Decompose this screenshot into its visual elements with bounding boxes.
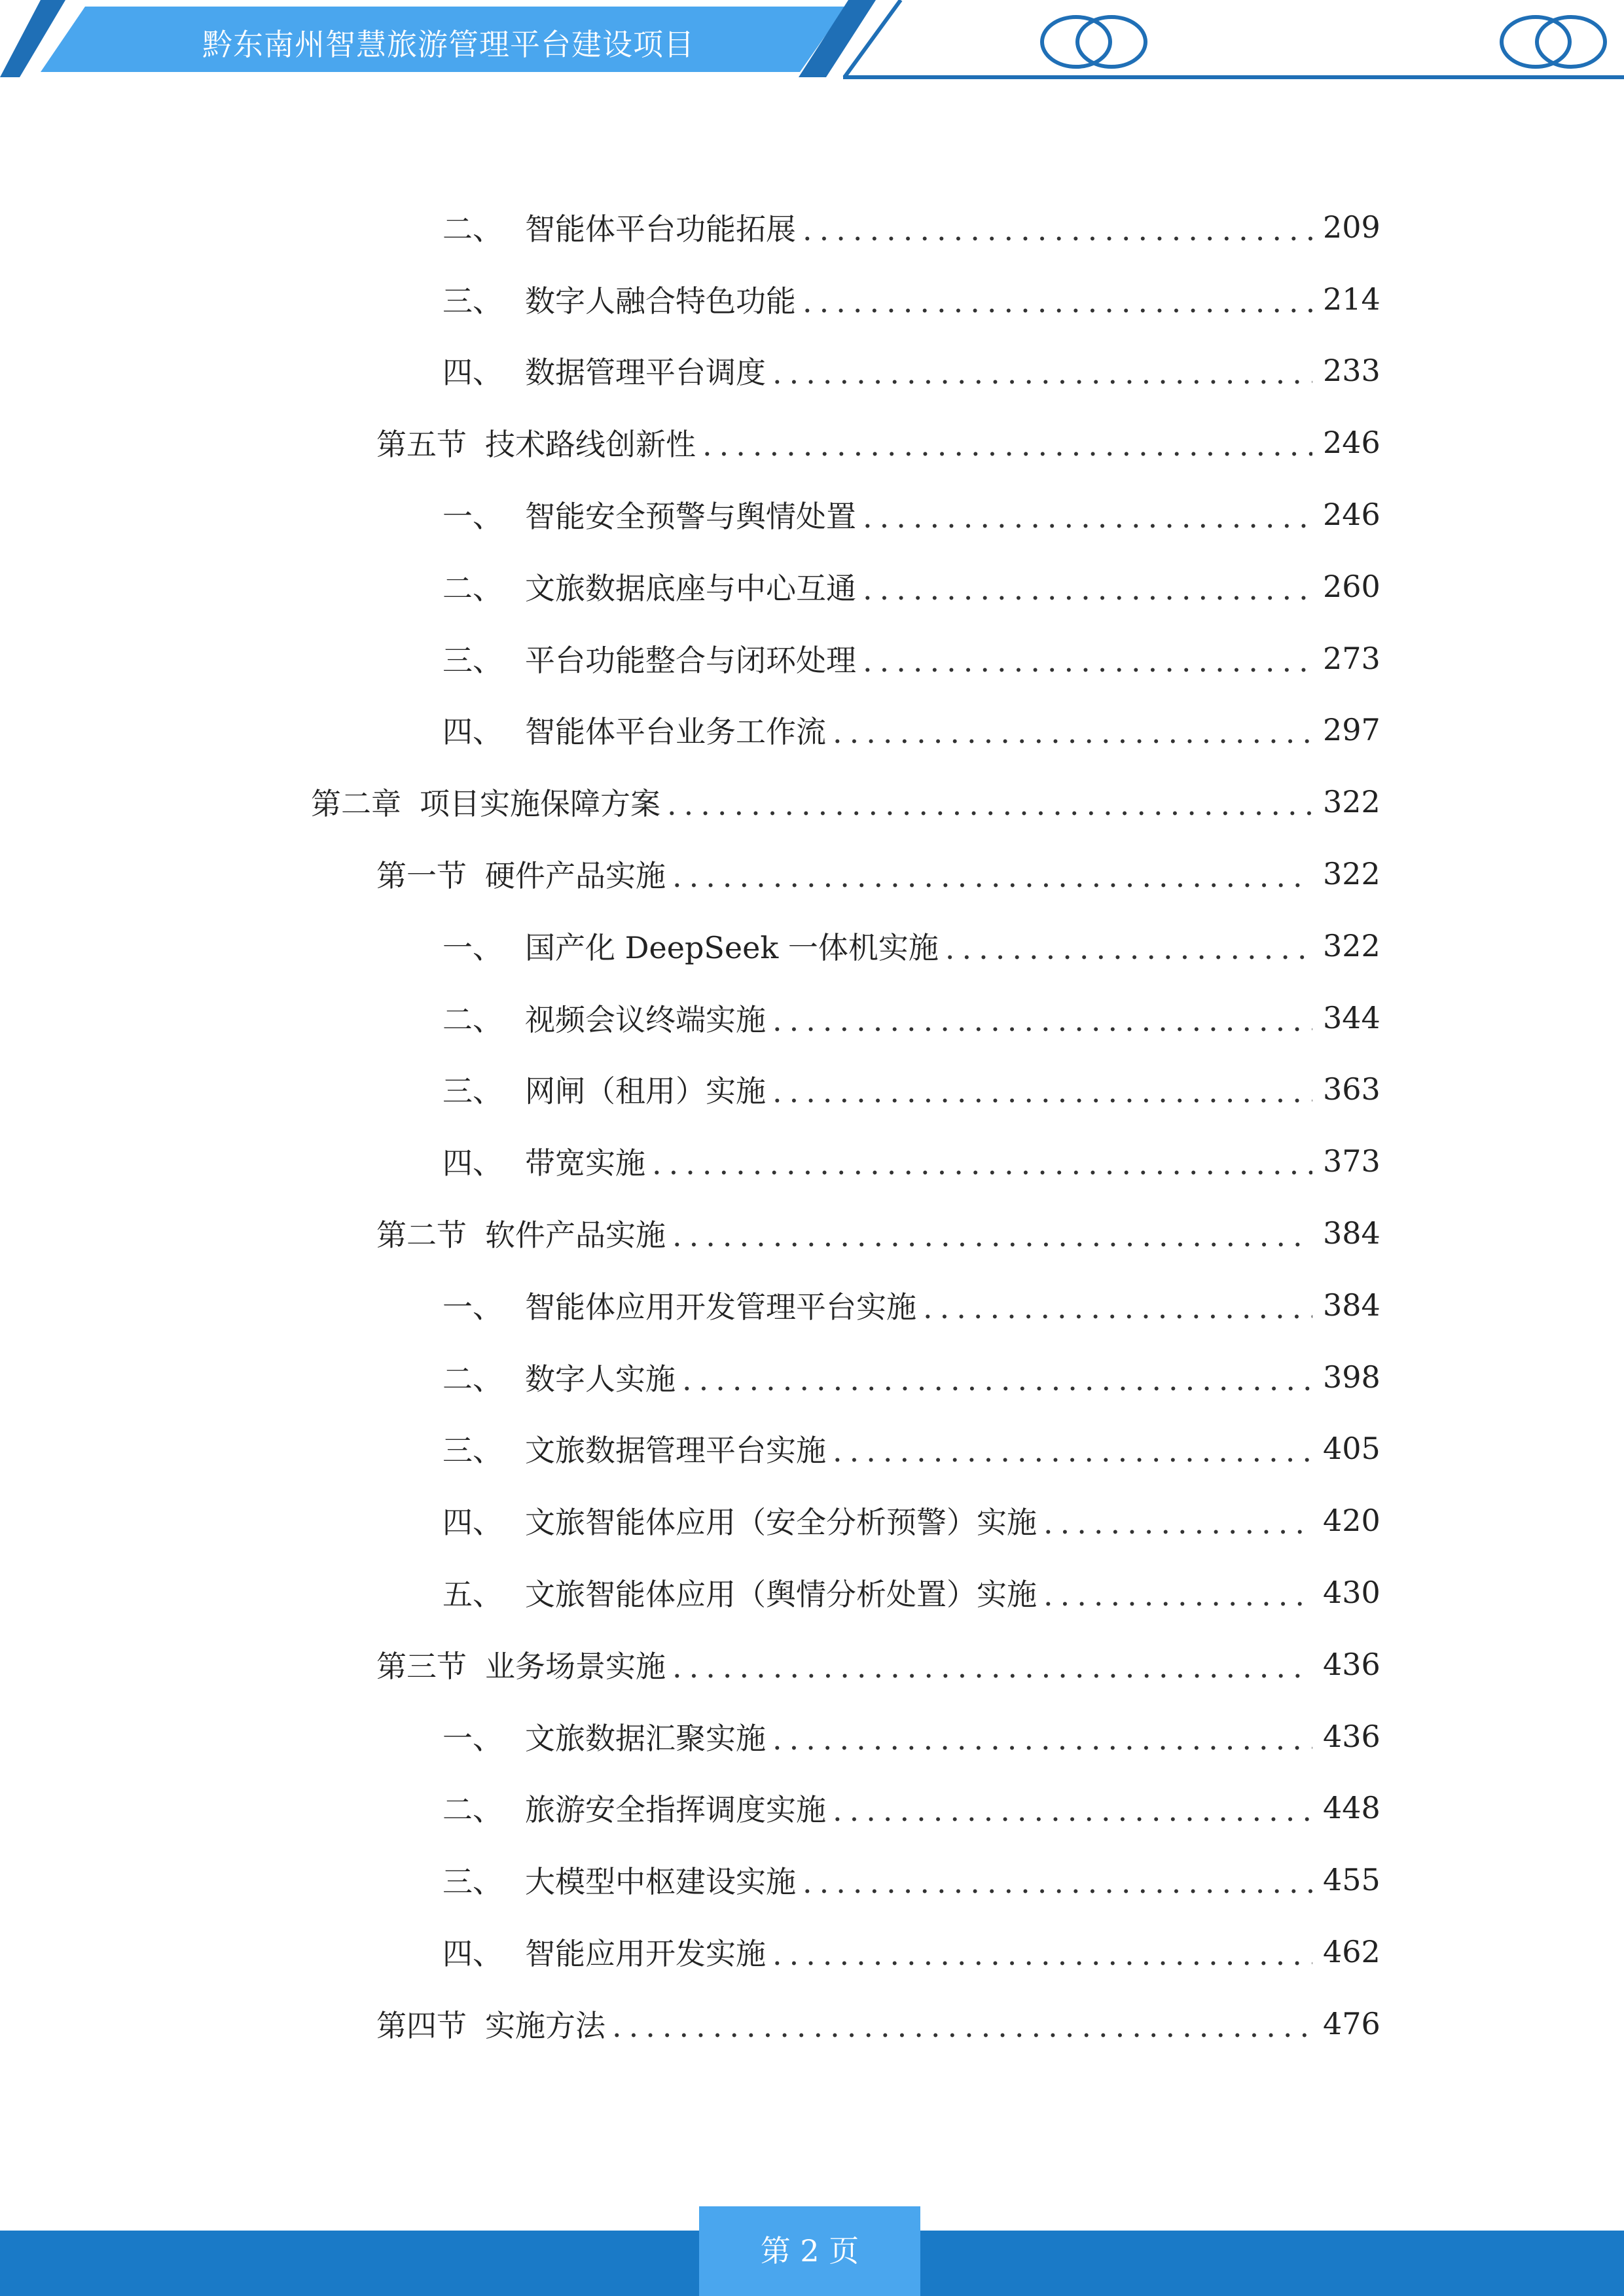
toc-entry-marker: 一、 (442, 1289, 503, 1325)
toc-entry-marker: 四、 (442, 355, 503, 391)
toc-entry[interactable] (0, 1197, 1624, 1269)
header-title: 黔东南州智慧旅游管理平台建设项目 (202, 27, 695, 62)
toc-entry-page: 297 (1323, 712, 1380, 748)
toc-entry-marker: 三、 (442, 1073, 503, 1109)
toc-entry-page: 384 (1323, 1287, 1380, 1323)
toc-entry-page: 384 (1323, 1215, 1380, 1251)
toc-entry-marker: 四、 (442, 714, 503, 750)
toc-entry[interactable] (0, 263, 1624, 335)
toc-entry-marker: 第一节 (376, 858, 467, 894)
toc-entry-page: 246 (1323, 425, 1380, 461)
toc-entry[interactable] (0, 1054, 1624, 1126)
toc-entry-page: 322 (1323, 784, 1380, 820)
toc-entry[interactable] (0, 1125, 1624, 1197)
toc-entry[interactable] (0, 1413, 1624, 1485)
toc-entry[interactable] (0, 478, 1624, 550)
toc-entry-marker: 三、 (442, 1864, 503, 1900)
toc-entry-marker: 第二章 (311, 786, 401, 822)
toc-entry-page: 322 (1323, 927, 1380, 963)
toc-entry-title: 文旅智能体应用（安全分析预警）实施 (525, 1505, 1037, 1541)
toc-entry-title: 文旅数据汇聚实施 (525, 1720, 766, 1756)
toc-dot-leader (772, 1721, 1312, 1757)
toc-entry[interactable] (0, 622, 1624, 694)
toc-entry-marker: 第四节 (376, 2007, 467, 2043)
toc-entry-marker: 二、 (442, 570, 503, 606)
toc-entry-title: 数据管理平台调度 (525, 355, 766, 391)
toc-entry-marker: 一、 (442, 499, 503, 535)
toc-dot-leader (863, 571, 1312, 607)
toc-entry-title: 文旅数据管理平台实施 (525, 1433, 826, 1469)
toc-entry-page: 214 (1323, 281, 1380, 317)
toc-dot-leader (833, 1793, 1312, 1828)
page-number-label: 第 2 页 (760, 2233, 859, 2269)
toc-entry-title: 智能安全预警与舆情处置 (525, 499, 856, 535)
toc-entry-title: 智能体平台功能拓展 (525, 211, 796, 247)
toc-entry-title: 视频会议终端实施 (525, 1001, 766, 1037)
toc-entry-marker: 二、 (442, 1792, 503, 1828)
toc-entry-page: 344 (1323, 999, 1380, 1035)
toc-dot-leader (1043, 1577, 1312, 1613)
toc-entry-title: 智能体应用开发管理平台实施 (525, 1289, 916, 1325)
toc-dot-leader (945, 931, 1312, 966)
toc-dot-leader (612, 2009, 1312, 2044)
toc-entry-marker: 三、 (442, 1433, 503, 1469)
toc-dot-leader (772, 1937, 1312, 1972)
toc-entry-title: 业务场景实施 (485, 1648, 666, 1684)
toc-entry-marker: 四、 (442, 1145, 503, 1181)
toc-entry-title: 网闸（租用）实施 (525, 1073, 766, 1109)
toc-dot-leader (652, 1146, 1312, 1181)
toc-entry[interactable] (0, 694, 1624, 766)
toc-dot-leader (772, 1074, 1312, 1109)
toc-entry[interactable] (0, 1556, 1624, 1628)
toc-entry[interactable] (0, 766, 1624, 838)
toc-entry-page: 322 (1323, 856, 1380, 892)
toc-entry-marker: 一、 (442, 1720, 503, 1756)
toc-entry[interactable] (0, 1484, 1624, 1556)
toc-dot-leader (667, 787, 1312, 822)
toc-entry-title: 实施方法 (485, 2007, 605, 2043)
toc-entry-marker: 三、 (442, 642, 503, 678)
toc-entry-title: 软件产品实施 (485, 1217, 666, 1253)
toc-entry[interactable] (0, 1988, 1624, 2060)
toc-entry-page: 430 (1323, 1575, 1380, 1611)
toc-dot-leader (803, 212, 1312, 247)
toc-entry[interactable] (0, 1700, 1624, 1772)
toc-entry-title: 数字人融合特色功能 (525, 283, 796, 319)
toc-entry[interactable] (0, 550, 1624, 622)
ring-pair-icon-2 (1502, 17, 1605, 67)
toc-entry-title: 硬件产品实施 (485, 858, 666, 894)
toc-entry-page: 455 (1323, 1862, 1380, 1898)
toc-entry[interactable] (0, 406, 1624, 478)
toc-entry-marker: 二、 (442, 211, 503, 247)
toc-entry-title: 文旅数据底座与中心互通 (525, 570, 856, 606)
toc-dot-leader (672, 859, 1312, 894)
toc-entry-page: 233 (1323, 353, 1380, 389)
toc-entry-title: 旅游安全指挥调度实施 (525, 1792, 826, 1828)
toc-entry-marker: 四、 (442, 1936, 503, 1972)
toc-entry[interactable] (0, 1844, 1624, 1916)
toc-dot-leader (772, 355, 1312, 391)
toc-dot-leader (682, 1362, 1312, 1397)
toc-entry[interactable] (0, 191, 1624, 263)
toc-entry-marker: 第五节 (376, 427, 467, 463)
toc-entry-page: 476 (1323, 2005, 1380, 2041)
toc-entry-marker: 四、 (442, 1505, 503, 1541)
toc-entry[interactable] (0, 838, 1624, 910)
toc-entry-title: 项目实施保障方案 (420, 786, 660, 822)
toc-entry-page: 420 (1323, 1503, 1380, 1539)
toc-entry-page: 436 (1323, 1646, 1380, 1682)
toc-entry-marker: 二、 (442, 1361, 503, 1397)
toc-entry-page: 273 (1323, 640, 1380, 676)
toc-entry-page: 398 (1323, 1359, 1380, 1395)
toc-entry[interactable] (0, 982, 1624, 1054)
toc-entry-title: 大模型中枢建设实施 (525, 1864, 796, 1900)
toc-dot-leader (803, 284, 1312, 319)
toc-entry-marker: 三、 (442, 283, 503, 319)
toc-entry-title: 国产化 DeepSeek 一体机实施 (525, 929, 939, 965)
toc-entry-page: 436 (1323, 1718, 1380, 1754)
toc-entry-title: 带宽实施 (525, 1145, 645, 1181)
toc-entry-page: 363 (1323, 1071, 1380, 1107)
toc-entry-marker: 二、 (442, 1001, 503, 1037)
toc-dot-leader (672, 1649, 1312, 1685)
toc-entry[interactable] (0, 1916, 1624, 1988)
toc-entry-page: 448 (1323, 1790, 1380, 1826)
toc-dot-leader (672, 1218, 1312, 1253)
toc-entry-title: 智能应用开发实施 (525, 1936, 766, 1972)
toc-dot-leader (772, 1003, 1312, 1038)
toc-entry-page: 246 (1323, 497, 1380, 533)
toc-entry-marker: 一、 (442, 929, 503, 965)
toc-entry-marker: 五、 (442, 1577, 503, 1613)
toc-dot-leader (863, 499, 1312, 535)
toc-entry[interactable] (0, 1269, 1624, 1341)
toc-entry-title: 文旅智能体应用（舆情分析处置）实施 (525, 1577, 1037, 1613)
toc-entry[interactable] (0, 1772, 1624, 1844)
toc-entry-title: 数字人实施 (525, 1361, 676, 1397)
toc-entry[interactable] (0, 1341, 1624, 1413)
toc-dot-leader (923, 1290, 1312, 1325)
toc-entry-page: 373 (1323, 1143, 1380, 1179)
toc-dot-leader (863, 643, 1312, 679)
toc-dot-leader (803, 1865, 1312, 1900)
toc-dot-leader (702, 427, 1312, 463)
toc-entry-title: 平台功能整合与闭环处理 (525, 642, 856, 678)
toc-entry[interactable] (0, 335, 1624, 407)
toc-entry-marker: 第三节 (376, 1648, 467, 1684)
toc-entry-page: 462 (1323, 1934, 1380, 1970)
toc-entry[interactable] (0, 1628, 1624, 1700)
toc-entry-page: 405 (1323, 1431, 1380, 1467)
toc-entry-title: 智能体平台业务工作流 (525, 714, 826, 750)
toc-entry[interactable] (0, 910, 1624, 982)
toc-dot-leader (1043, 1505, 1312, 1541)
toc-entry-page: 209 (1323, 209, 1380, 245)
toc-entry-marker: 第二节 (376, 1217, 467, 1253)
toc-entry-page: 260 (1323, 568, 1380, 604)
ring-pair-icon-1 (1042, 17, 1146, 67)
toc-entry-title: 技术路线创新性 (485, 427, 696, 463)
table-of-contents (0, 191, 1624, 2060)
toc-dot-leader (833, 715, 1312, 750)
toc-dot-leader (833, 1433, 1312, 1469)
